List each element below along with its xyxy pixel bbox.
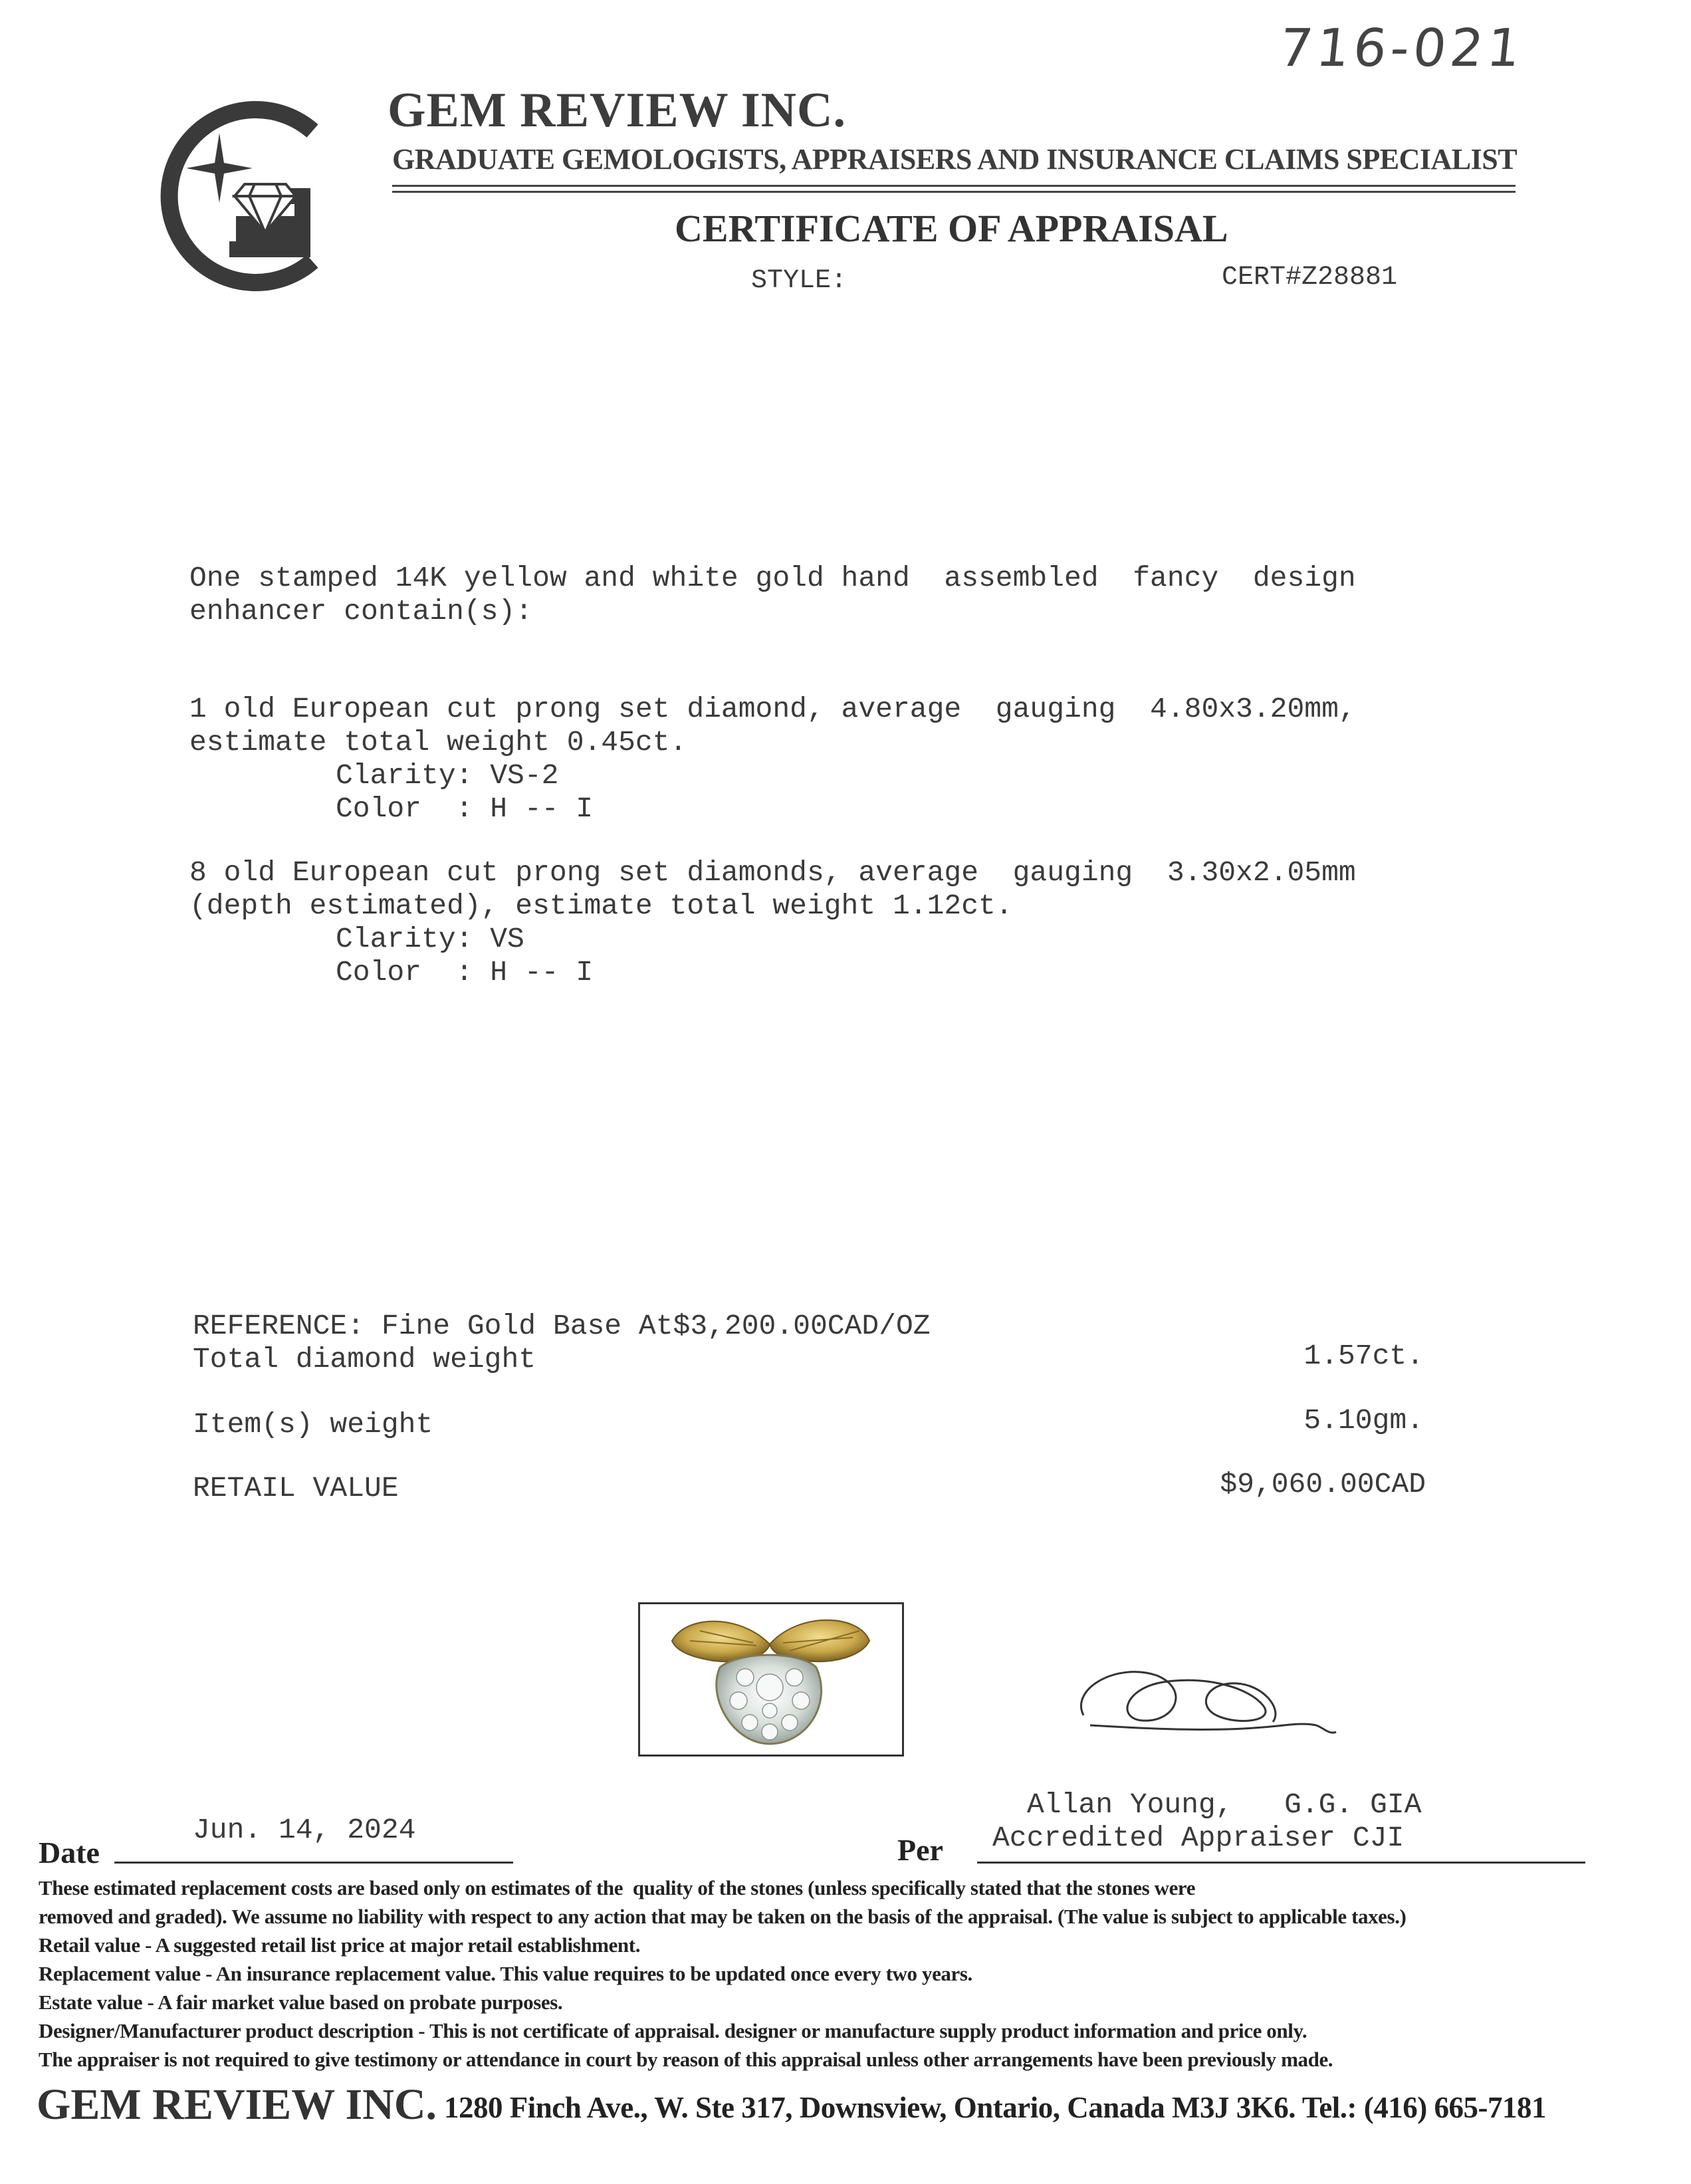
item-description-line: enhancer contain(s): (189, 595, 533, 628)
stone-color: Color : H -- I (336, 956, 594, 989)
appraiser-name: Allan Young, G.G. GIA (1027, 1788, 1422, 1821)
stone-description-line: 8 old European cut prong set diamonds, average gauging 3.30x2.05mm (189, 856, 1356, 889)
stone-description-line: 1 old European cut prong set diamond, average gauging 4.80x3.20mm, (189, 693, 1356, 725)
per-label: Per (897, 1833, 943, 1867)
stone-description-line: (depth estimated), estimate total weight 1.12ct. (189, 890, 1013, 922)
total-diamond-weight-label: Total diamond weight (193, 1343, 536, 1376)
disclaimer-line: Designer/Manufacturer product description - This is not certificate of appraisal. designer or manufacture supply product information and price only. (39, 2019, 1307, 2042)
disclaimer-line: The appraiser is not required to give testimony or attendance in court by reason of this appraisal unless other arrangements have been previously made. (39, 2048, 1333, 2071)
disclaimer-line: These estimated replacement costs are based only on estimates of the quality of the stones (unless specifically stated that the stones were (39, 1876, 1196, 1899)
stone-clarity: Clarity: VS (336, 923, 524, 955)
disclaimer-line: Estate value - A fair market value based on probate purposes. (39, 1991, 563, 2014)
disclaimer-line: Retail value - A suggested retail list price at major retail establishment. (39, 1933, 641, 1957)
company-tagline: GRADUATE GEMOLOGISTS, APPRAISERS AND INSURANCE CLAIMS SPECIALIST (392, 143, 1518, 176)
appraiser-signature-icon (1064, 1642, 1396, 1755)
company-name: GEM REVIEW INC. (388, 83, 846, 138)
item-weight-label: Item(s) weight (193, 1408, 433, 1441)
footer-company-name: GEM REVIEW INC. (37, 2080, 437, 2129)
date-value: Jun. 14, 2024 (193, 1814, 416, 1846)
handwritten-code: 716-021 (1276, 19, 1527, 78)
retail-value-label: RETAIL VALUE (193, 1472, 399, 1505)
stone-description-line: estimate total weight 0.45ct. (189, 726, 687, 759)
certificate-number: CERT#Z28881 (1222, 263, 1398, 293)
gold-reference: REFERENCE: Fine Gold Base At$3,200.00CAD/OZ (193, 1310, 931, 1342)
certificate-title: CERTIFICATE OF APPRAISAL (675, 207, 1228, 250)
date-label: Date (39, 1836, 100, 1870)
stone-color: Color : H -- I (336, 792, 594, 825)
enhancer-jewelry-icon (640, 1604, 902, 1755)
style-label: STYLE: (751, 266, 847, 296)
disclaimer-line: Replacement value - An insurance replacement value. This value requires to be updated once every two years. (39, 1962, 972, 1985)
signature-underline (977, 1862, 1585, 1864)
footer-address: 1280 Finch Ave., W. Ste 317, Downsview, Ontario, Canada M3J 3K6. Tel.: (416) 665-7181 (444, 2091, 1546, 2124)
stone-clarity: Clarity: VS-2 (336, 759, 559, 792)
header-divider-secondary (392, 191, 1516, 193)
header-divider (392, 185, 1516, 187)
company-logo-icon (136, 96, 322, 296)
item-description-line: One stamped 14K yellow and white gold hand assembled fancy design (189, 562, 1356, 594)
appraiser-title: Accredited Appraiser CJI (992, 1822, 1405, 1854)
date-underline (114, 1862, 513, 1864)
item-photo (638, 1602, 904, 1757)
total-diamond-weight-value: 1.57ct. (1303, 1340, 1424, 1372)
disclaimer-line: removed and graded). We assume no liability with respect to any action that may be taken on the basis of the appraisal. (The value is subject to applicable taxes.) (39, 1905, 1407, 1928)
item-weight-value: 5.10gm. (1303, 1404, 1424, 1437)
retail-value-amount: $9,060.00CAD (1220, 1468, 1426, 1501)
